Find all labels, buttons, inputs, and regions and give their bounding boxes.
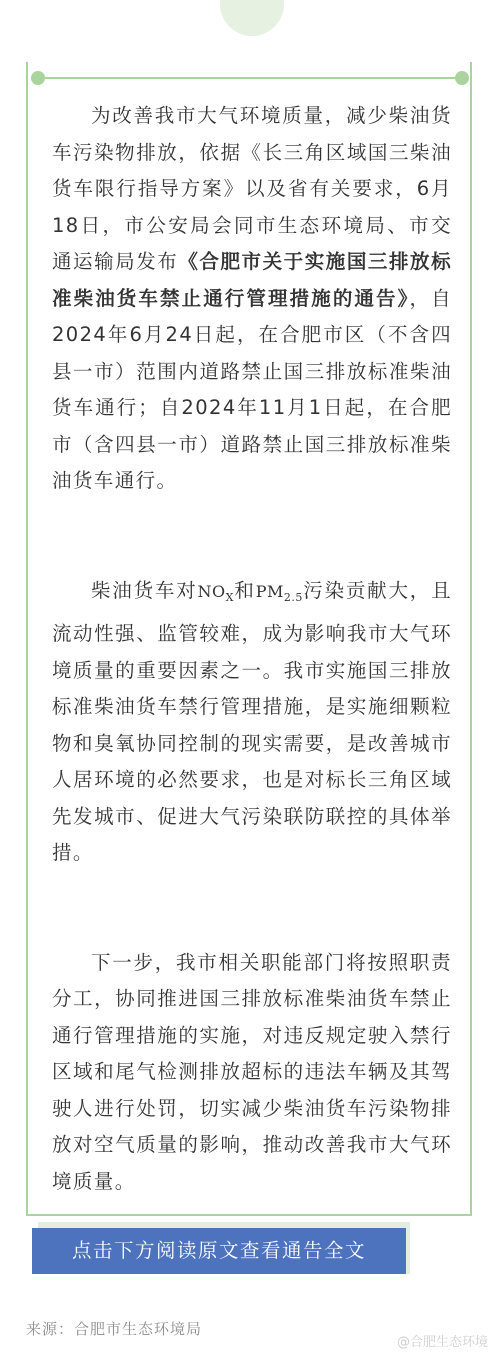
frame-right-dot bbox=[455, 71, 469, 85]
pm-subscript: 2.5 bbox=[283, 590, 303, 604]
frame-top-line bbox=[38, 77, 462, 79]
paragraph-1-text-b: ，自2024年6月24日起，在合肥市区（不含四县一市）范围内道路禁止国三排放标准柴油货车通行；自2024年11月1日起，在合肥市（含四县一市）道路禁止国三排放标准柴油货车通行。 bbox=[52, 286, 452, 492]
paragraph-2-and: 和 bbox=[233, 578, 256, 602]
paragraph-2-text-a: 柴油货车对 bbox=[91, 578, 198, 602]
weibo-watermark: @合肥生态环境 bbox=[396, 1335, 488, 1350]
paragraph-2 bbox=[52, 573, 452, 872]
pm-main: PM bbox=[255, 581, 284, 601]
notice-title: 《合肥市关于实施国三排放标准柴油货车禁止通行管理措施的通告》 bbox=[52, 250, 453, 310]
paragraph-3 bbox=[52, 945, 452, 1201]
paragraph-2-text-b: 污染贡献大，且流动性强、监管较难，成为影响我市大气环境质量的重要因素之一。我市实施国三排放标准柴油货车禁行管理措施，是实施细颗粒物和臭氧协同控制的现实需要，是改善城市人居环境的必然要求，也是对标长三角区域先发城市、促进大气污染联防联控的具体举措。 bbox=[52, 578, 452, 865]
paragraph-1 bbox=[52, 98, 452, 500]
nox-subscript: X bbox=[225, 590, 234, 604]
source-label: 来源：合肥市生态环境局 bbox=[26, 1320, 203, 1338]
frame-left-dot bbox=[31, 71, 45, 85]
pm25-formula bbox=[255, 581, 303, 604]
article-body bbox=[52, 98, 452, 1273]
nox-main: NO bbox=[197, 581, 226, 601]
paragraph-3-text: 下一步，我市相关职能部门将按照职责分工，协同推进国三排放标准柴油货车禁止通行管理措施的实施，对违反规定驶入禁行区域和尾气检测排放超标的违法车辆及其驾驶人进行处罚，切实减少柴油货车污染物排放对空气质量的影响，推动改善我市大气环境质量。 bbox=[52, 950, 452, 1193]
decorative-circle bbox=[220, 0, 284, 36]
paragraph-1-text-a: 为改善我市大气环境质量，减少柴油货车污染物排放，依据《长三角区域国三柴油货车限行指导方案》以及省有关要求，6月18日，市公安局会同市生态环境局、市交通运输局发布 bbox=[52, 104, 452, 273]
read-original-banner[interactable]: 点击下方阅读原文查看通告全文 bbox=[32, 1228, 406, 1274]
nox-formula bbox=[197, 581, 234, 604]
